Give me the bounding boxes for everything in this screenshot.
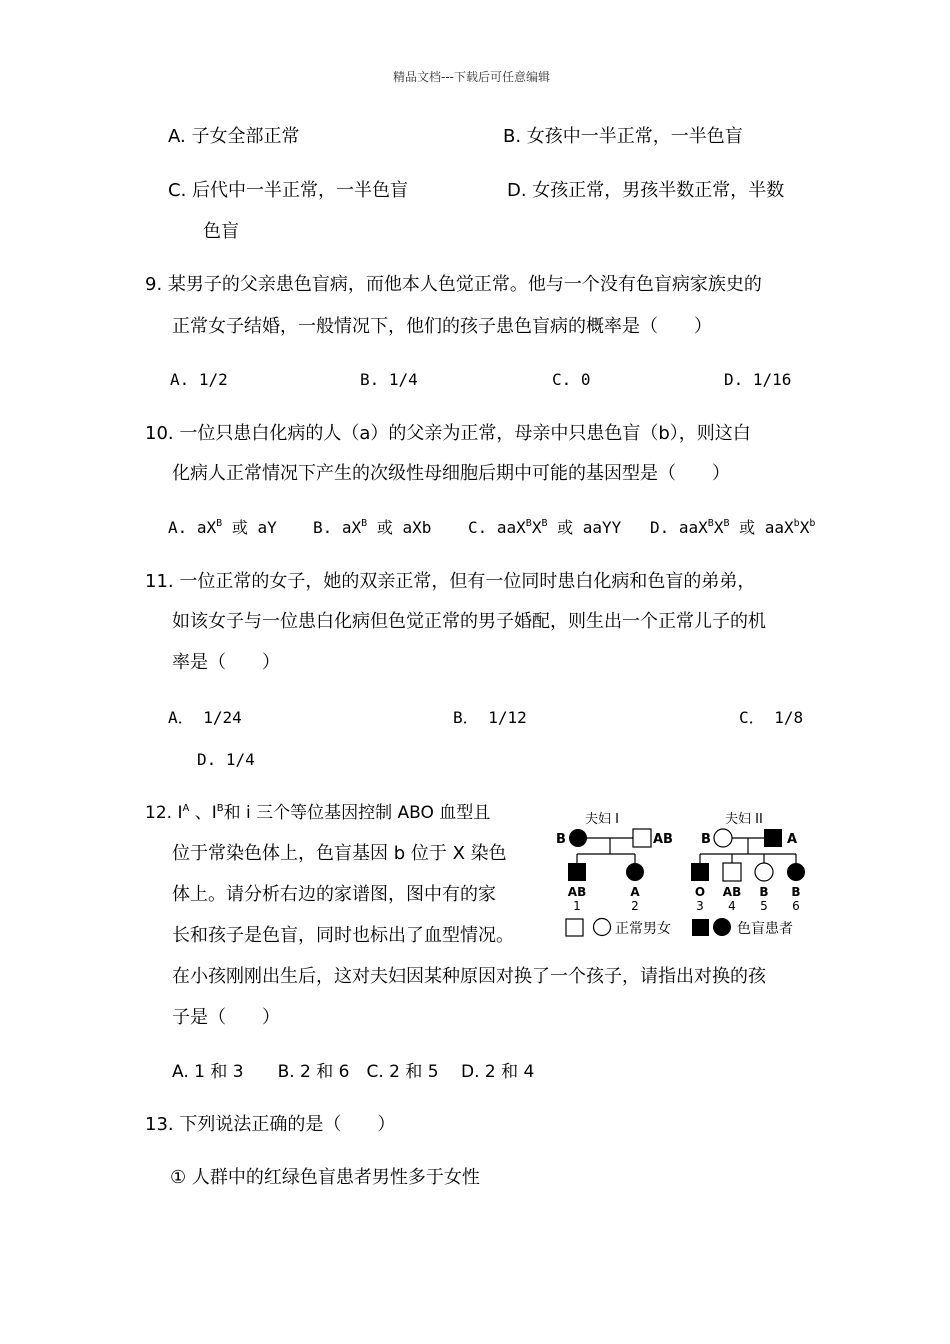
legend-affected-male-symbol bbox=[692, 919, 709, 936]
q8-option-d-continued: 色盲 bbox=[203, 221, 239, 242]
child-4-number: 4 bbox=[728, 899, 736, 913]
legend-normal-male-symbol bbox=[566, 919, 583, 936]
child-5-normal-female-symbol bbox=[755, 863, 773, 881]
child-5-number: 5 bbox=[760, 899, 768, 913]
q10-option-c: C. $aaX^BX^B$ 或 aaYY bbox=[468, 518, 622, 537]
q10-stem-line1: 10. 一位只患白化病的人（a）的父亲为正常，母亲中只患色盲（b），则这白 bbox=[145, 423, 751, 444]
couple1-father-blood-type: AB bbox=[653, 832, 673, 847]
q9-stem-line2: 正常女子结婚，一般情况下，他们的孩子患色盲病的概率是（ ） bbox=[172, 316, 712, 337]
child-3-affected-male-symbol bbox=[691, 863, 709, 881]
q11-option-c: C． 1/8 bbox=[739, 708, 804, 727]
q8-option-b: B. 女孩中一半正常，一半色盲 bbox=[503, 126, 743, 147]
q8-option-a: A. 子女全部正常 bbox=[168, 126, 300, 147]
child-6-affected-female-symbol bbox=[787, 863, 805, 881]
q9-option-c: C. 0 bbox=[552, 370, 591, 389]
couple2-father-affected-symbol bbox=[764, 829, 782, 847]
couple2-mother-normal-symbol bbox=[714, 829, 732, 847]
q12-stem-line5: 在小孩刚刚出生后，这对夫妇因某种原因对换了一个孩子，请指出对换的孩 bbox=[172, 966, 766, 987]
q12-stem-line6: 子是（ ） bbox=[172, 1007, 280, 1028]
couple2-label: 夫妇 II bbox=[725, 812, 763, 827]
q9-stem-line1: 9. 某男子的父亲患色盲病，而他本人色觉正常。他与一个没有色盲病家族史的 bbox=[145, 274, 762, 295]
child-1-affected-male-symbol bbox=[568, 863, 586, 881]
couple1-mother-affected-symbol bbox=[569, 829, 587, 847]
couple1-father-normal-symbol bbox=[633, 829, 651, 847]
q12-stem-line4: 长和孩子是色盲，同时也标出了血型情况。 bbox=[172, 925, 514, 946]
legend-normal-female-symbol bbox=[594, 919, 611, 936]
child-3-blood-type: O bbox=[694, 885, 706, 899]
q9-option-b: B. 1/4 bbox=[360, 370, 418, 389]
child-6-blood-type: B bbox=[791, 885, 801, 899]
q9-option-d: D. 1/16 bbox=[724, 370, 792, 389]
child-2-affected-female-symbol bbox=[626, 863, 644, 881]
legend-affected-female-symbol bbox=[713, 918, 731, 936]
page-header: 精品文档---下载后可任意编辑 bbox=[393, 70, 550, 84]
q8-option-c: C. 后代中一半正常，一半色盲 bbox=[168, 180, 409, 201]
q13-item-1: ① 人群中的红绿色盲患者男性多于女性 bbox=[170, 1167, 480, 1188]
child-4-blood-type: AB bbox=[722, 885, 742, 899]
q11-option-b: B． 1/12 bbox=[453, 708, 527, 727]
couple1-label: 夫妇 I bbox=[585, 812, 619, 827]
q11-stem-line2: 如该女子与一位患白化病但色觉正常的男子婚配，则生出一个正常儿子的机 bbox=[172, 611, 766, 632]
q12-stem-line1: 12. $I^A$ 、$I^B$和 i 三个等位基因控制 ABO 血型且 bbox=[145, 803, 491, 823]
child-1-blood-type: AB bbox=[567, 885, 587, 899]
q9-option-a: A. 1/2 bbox=[170, 370, 228, 389]
q10-option-b: B. $aX^B$ 或 aXb bbox=[313, 518, 432, 537]
child-2-number: 2 bbox=[631, 899, 639, 913]
child-1-number: 1 bbox=[573, 899, 581, 913]
q12-stem-line2: 位于常染色体上，色盲基因 b 位于 X 染色 bbox=[172, 843, 507, 864]
child-4-normal-male-symbol bbox=[723, 863, 741, 881]
q8-option-d: D. 女孩正常，男孩半数正常，半数 bbox=[507, 180, 785, 201]
q10-stem-line2: 化病人正常情况下产生的次级性母细胞后期中可能的基因型是（ ） bbox=[172, 463, 730, 484]
couple1-mother-blood-type: B bbox=[556, 832, 566, 847]
q13-stem: 13. 下列说法正确的是（ ） bbox=[145, 1114, 396, 1135]
legend-normal-label: 正常男女 bbox=[615, 921, 671, 937]
child-6-number: 6 bbox=[792, 899, 800, 913]
child-3-number: 3 bbox=[696, 899, 704, 913]
q12-stem-line3: 体上。请分析右边的家谱图，图中有的家 bbox=[172, 884, 496, 905]
couple2-mother-blood-type: B bbox=[701, 832, 711, 847]
q12-options: A. 1 和 3 B. 2 和 6 C. 2 和 5 D. 2 和 4 bbox=[172, 1062, 535, 1082]
q11-option-a: A． 1/24 bbox=[168, 708, 242, 727]
q10-option-d: D. $aaX^BX^B$ 或 $aaX^bX^b$ bbox=[650, 518, 816, 537]
legend-affected-label: 色盲患者 bbox=[737, 921, 793, 937]
pedigree-diagram bbox=[555, 806, 815, 946]
q11-stem-line3: 率是（ ） bbox=[172, 652, 280, 673]
q10-option-a: A. $aX^B$ 或 aY bbox=[168, 518, 277, 537]
child-5-blood-type: B bbox=[759, 885, 769, 899]
child-2-blood-type: A bbox=[630, 885, 640, 899]
couple2-father-blood-type: A bbox=[787, 832, 798, 847]
q11-stem-line1: 11. 一位正常的女子，她的双亲正常，但有一位同时患白化病和色盲的弟弟， bbox=[145, 571, 756, 592]
q11-option-d: D. 1/4 bbox=[197, 750, 255, 769]
